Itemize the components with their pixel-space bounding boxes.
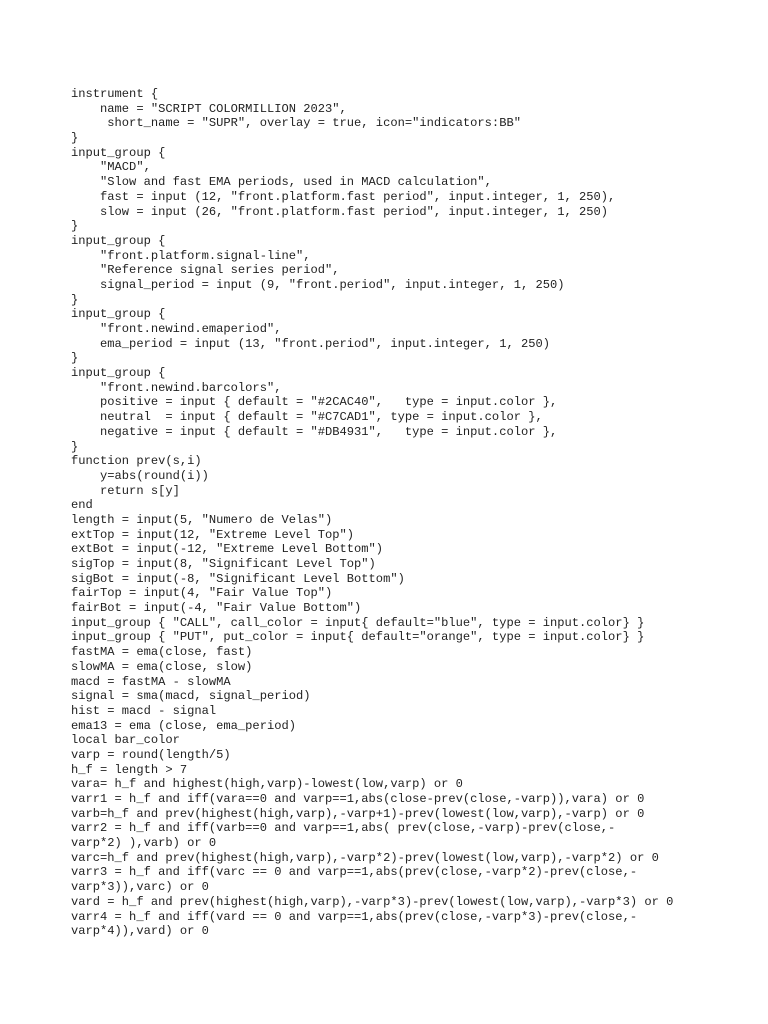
code-line: end [71, 498, 93, 513]
code-line: function prev(s,i) [71, 454, 202, 469]
code-line: fastMA = ema(close, fast) [71, 645, 253, 660]
code-line: name = "SCRIPT COLORMILLION 2023", [71, 101, 347, 116]
code-line: varb=h_f and prev(highest(high,varp),-varp+1)-prev(lowest(low,varp),-varp) or 0 [71, 806, 645, 821]
code-line: length = input(5, "Numero de Velas") [71, 512, 333, 527]
code-line: varr1 = h_f and iff(vara==0 and varp==1,abs(close-prev(close,-varp)),vara) or 0 [71, 792, 645, 806]
code-line: signal = sma(macd, signal_period) [71, 689, 311, 704]
code-line: h_f = length > 7 [71, 762, 188, 777]
code-line: "front.newind.emaperiod", [71, 322, 282, 336]
code-line: ema13 = ema (close, ema_period) [71, 718, 296, 733]
code-line: varc=h_f and prev(highest(high,varp),-varp*2)-prev(lowest(low,varp),-varp*2) or 0 [71, 850, 659, 865]
code-line: input_group { [71, 233, 166, 248]
code-line: fairBot = input(-4, "Fair Value Bottom") [71, 601, 362, 616]
code-line: instrument { [71, 87, 159, 101]
code-line: input_group { "PUT", put_color = input{ default="orange", type = input.color} } [71, 630, 645, 645]
code-line: varp*2) ),varb) or 0 [71, 836, 217, 851]
code-line: slow = input (26, "front.platform.fast period", input.integer, 1, 250) [71, 204, 609, 219]
code-line: fairTop = input(4, "Fair Value Top") [71, 586, 333, 601]
code-line: negative = input { default = "#DB4931", type = input.color }, [71, 424, 558, 439]
code-line: input_group { [71, 307, 166, 322]
code-line: local bar_color [71, 733, 180, 748]
code-line: y=abs(round(i)) [71, 468, 209, 483]
code-line: "Slow and fast EMA periods, used in MACD calculation", [71, 175, 492, 190]
code-line: varp*4)),vard) or 0 [71, 924, 209, 939]
code-line: sigTop = input(8, "Significant Level Top") [71, 557, 376, 571]
code-line: varp*3)),varc) or 0 [71, 880, 209, 895]
code-line: hist = macd - signal [71, 703, 217, 718]
code-line: positive = input { default = "#2CAC40", type = input.color }, [71, 395, 558, 410]
code-line: short_name = "SUPR", overlay = true, icon="indicators:BB" [71, 116, 521, 131]
code-line: } [71, 292, 79, 307]
code-listing [71, 87, 673, 939]
code-line: } [71, 439, 79, 454]
code-line: varp = round(length/5) [71, 747, 231, 762]
code-line: fast = input (12, "front.platform.fast period", input.integer, 1, 250), [71, 189, 616, 204]
code-line: macd = fastMA - slowMA [71, 674, 231, 689]
code-line: slowMA = ema(close, slow) [71, 659, 253, 674]
code-line: vard = h_f and prev(highest(high,varp),-varp*3)-prev(lowest(low,varp),-varp*3) or 0 [71, 894, 674, 909]
code-line: input_group { [71, 366, 166, 381]
code-line: } [71, 351, 79, 366]
code-line: "MACD", [71, 160, 151, 175]
code-line: varr2 = h_f and iff(varb==0 and varp==1,abs( prev(close,-varp)-prev(close,- [71, 821, 616, 836]
code-line: vara= h_f and highest(high,varp)-lowest(low,varp) or 0 [71, 777, 463, 792]
code-line: "front.newind.barcolors", [71, 380, 282, 395]
code-line: } [71, 131, 79, 146]
code-line: "front.platform.signal-line", [71, 248, 311, 263]
code-line: varr4 = h_f and iff(vard == 0 and varp==1,abs(prev(close,-varp*3)-prev(close,- [71, 909, 638, 924]
code-line: varr3 = h_f and iff(varc == 0 and varp==1,abs(prev(close,-varp*2)-prev(close,- [71, 865, 638, 880]
code-line: input_group { "CALL", call_color = input{ default="blue", type = input.color} } [71, 615, 645, 630]
code-line: "Reference signal series period", [71, 263, 340, 278]
code-line: signal_period = input (9, "front.period", input.integer, 1, 250) [71, 277, 565, 292]
code-line: sigBot = input(-8, "Significant Level Bottom") [71, 571, 405, 586]
code-line: extTop = input(12, "Extreme Level Top") [71, 527, 355, 542]
code-line: neutral = input { default = "#C7CAD1", type = input.color }, [71, 410, 543, 425]
code-line: } [71, 219, 79, 234]
code-line: extBot = input(-12, "Extreme Level Bottom") [71, 542, 384, 557]
code-line: input_group { [71, 145, 166, 160]
code-line: return s[y] [71, 483, 180, 498]
code-line: ema_period = input (13, "front.period", input.integer, 1, 250) [71, 336, 550, 351]
